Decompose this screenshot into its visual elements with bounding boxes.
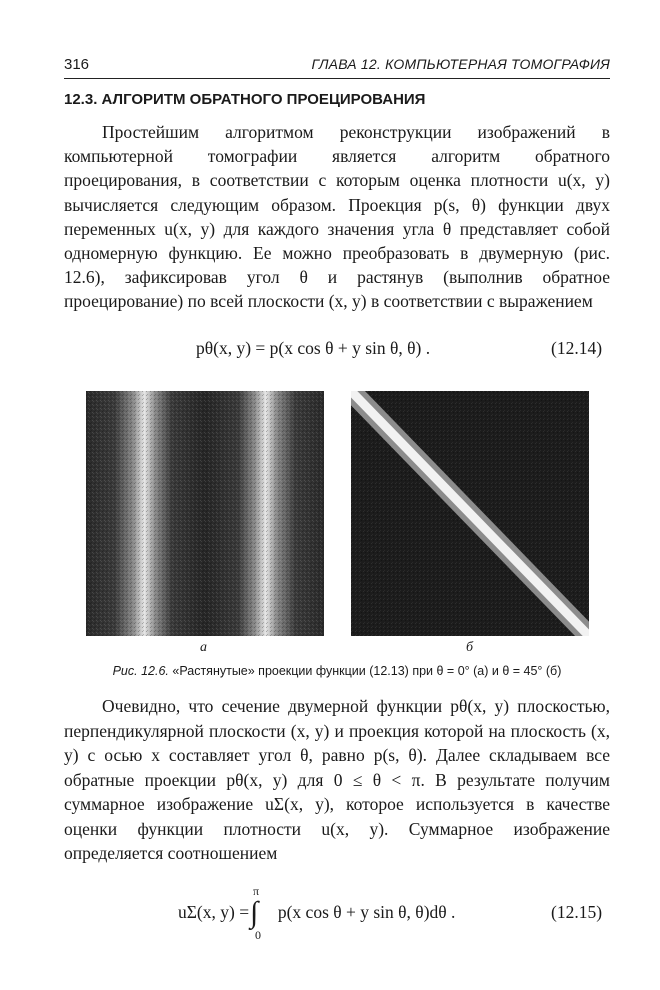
equation-12-15 [178, 902, 455, 923]
chapter-title: ГЛАВА 12. КОМПЬЮТЕРНАЯ ТОМОГРАФИЯ [311, 56, 610, 72]
running-header [64, 56, 610, 79]
caption-prefix: Рис. 12.6. [112, 664, 169, 678]
caption-text: «Растянутые» проекции функции (12.13) при θ = 0° (а) и θ = 45° (б) [172, 664, 562, 678]
figure-12-6b [351, 391, 589, 636]
figure-label-a: а [200, 640, 207, 655]
section-title: 12.3. АЛГОРИТМ ОБРАТНОГО ПРОЕЦИРОВАНИЯ [64, 91, 426, 108]
figure-label-b: б [466, 640, 474, 655]
figure-caption [64, 664, 610, 678]
equation-12-14: pθ(x, y) = p(x cos θ + y sin θ, θ) . [196, 338, 431, 358]
equation-number-12-15: (12.15) [551, 902, 603, 922]
integral-lower-limit: 0 [255, 928, 261, 942]
integral-upper-limit: π [253, 884, 260, 898]
page-number: 316 [64, 56, 90, 73]
figure-12-6a [86, 391, 324, 636]
paragraph-intro: Простейшим алгоритмом реконструкции изображений в компьютерной томографии является алгоритм обратного проецирования, в соответствии с которым оценка плотности u(x, y) вычисляется следующим образом. Проекция p(s, θ) функции двух переменных u(x, y) для каждого значения угла θ представляет собой одномерную функцию. Ее можно преобразовать в двумерную (рис. 12.6), зафиксировав угол θ и растянув (выполнив обратное проецирование) по всей плоскости (x, y) в соответствии с выражением [64, 122, 610, 312]
equation-lhs: uΣ(x, y) = [178, 902, 250, 922]
equation-number-12-14: (12.14) [551, 338, 603, 358]
equation-integrand: p(x cos θ + y sin θ, θ)dθ . [277, 902, 456, 922]
integral-sign: ∫ [250, 896, 259, 929]
paragraph-explanation: Очевидно, что сечение двумерной функции pθ(x, y) плоскостью, перпендикулярной плоскости (x, y) и проекция которой на плоскость (x, y) с осью x составляет угол θ, равно p(s, θ). Далее складываем все обратные проекции pθ(x, y) для 0 ≤ θ < π. В результате получим суммарное изображение uΣ(x, y), которое используется в качестве оценки функции плотности u(x, y). Суммарное изображение определяется соотношением [64, 696, 610, 863]
